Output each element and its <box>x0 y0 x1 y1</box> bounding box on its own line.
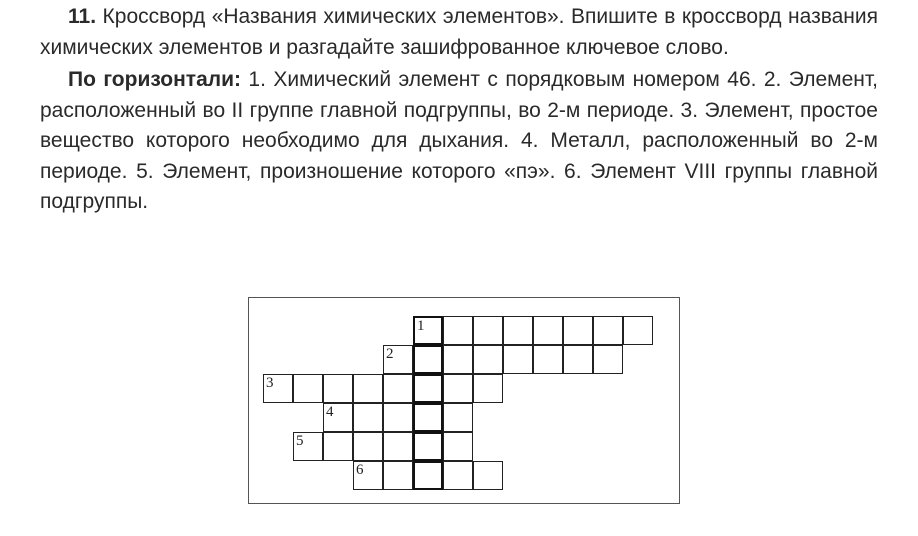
crossword-cell[interactable] <box>383 374 413 403</box>
crossword-cell[interactable] <box>353 461 383 490</box>
crossword-cell[interactable] <box>443 374 473 403</box>
crossword-cell[interactable] <box>473 316 503 345</box>
crossword-cell[interactable] <box>443 316 473 345</box>
clue-number: 5 <box>296 433 304 449</box>
crossword-cell[interactable] <box>293 432 323 461</box>
crossword-cell[interactable] <box>443 403 473 432</box>
crossword-cell[interactable] <box>293 374 323 403</box>
crossword-cell[interactable] <box>533 316 563 345</box>
crossword-cell[interactable] <box>383 345 413 374</box>
crossword-cell[interactable] <box>413 345 443 374</box>
crossword-cell[interactable] <box>443 432 473 461</box>
task-text <box>40 2 878 218</box>
crossword-cell[interactable] <box>383 403 413 432</box>
task-number: 11. <box>68 5 97 28</box>
clue-number: 1 <box>417 318 425 334</box>
clues-text: 1. Химический элемент с порядковым номером 46. 2. Элемент, расположенный во II группе главной подгруппы, во 2-м периоде. 3. Элемент, простое вещество которого необходимо для дыхания. 4. Металл, расположенный во 2-м периоде. 5. Элемент, произношение которого «пэ». 6. Элемент VIII группы главной подгруппы. <box>40 68 878 213</box>
crossword-cell[interactable] <box>353 432 383 461</box>
crossword-cell[interactable] <box>473 345 503 374</box>
crossword-cell[interactable] <box>503 345 533 374</box>
crossword-cell[interactable] <box>323 374 353 403</box>
crossword-cell[interactable] <box>563 345 593 374</box>
clue-number: 6 <box>356 462 364 478</box>
clue-number: 4 <box>326 404 334 420</box>
crossword-cell[interactable] <box>383 461 413 490</box>
crossword-cell[interactable] <box>353 403 383 432</box>
task-clues <box>40 65 878 218</box>
clue-number: 2 <box>386 346 394 362</box>
crossword-cell[interactable] <box>503 316 533 345</box>
crossword-cell[interactable] <box>443 461 473 490</box>
crossword-cell[interactable] <box>263 374 293 403</box>
crossword-cell[interactable] <box>593 345 623 374</box>
crossword-cell[interactable] <box>383 432 413 461</box>
crossword-cell[interactable] <box>353 374 383 403</box>
crossword-cell[interactable] <box>593 316 623 345</box>
crossword-cell[interactable] <box>323 403 353 432</box>
crossword-cell[interactable] <box>623 316 653 345</box>
crossword-cell[interactable] <box>413 461 443 490</box>
clue-number: 3 <box>266 375 274 391</box>
crossword-cell[interactable] <box>473 461 503 490</box>
crossword-cell[interactable] <box>533 345 563 374</box>
crossword-cell[interactable] <box>473 374 503 403</box>
task-title: Кроссворд «Названия химических элементов». Впишите в кроссворд названия химических элементов и разгадайте зашифрованное ключевое слово. <box>40 5 878 59</box>
crossword-cell[interactable] <box>413 403 443 432</box>
crossword-cell[interactable] <box>323 432 353 461</box>
crossword-cell[interactable] <box>413 432 443 461</box>
section-label: По горизонтали: <box>68 68 242 91</box>
crossword-cell[interactable] <box>563 316 593 345</box>
crossword-cell[interactable] <box>443 345 473 374</box>
crossword-cell[interactable] <box>413 374 443 403</box>
task-intro <box>40 2 878 63</box>
crossword-cell[interactable] <box>413 316 443 345</box>
